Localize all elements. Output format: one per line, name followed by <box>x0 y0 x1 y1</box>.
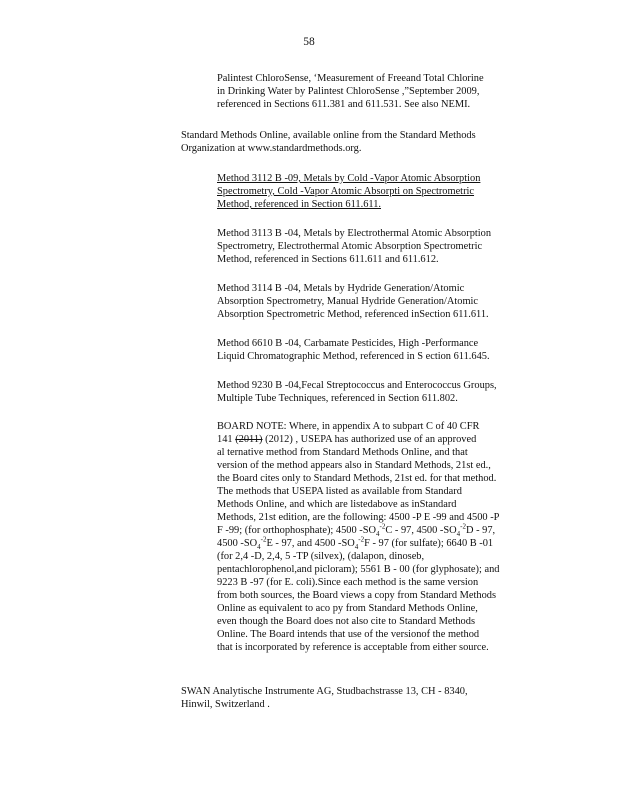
text-line: from both sources, the Board views a copy from Standard Methods <box>217 590 497 601</box>
text-line: in Drinking Water by Palintest ChloroSense ,”September 2009, <box>217 86 480 97</box>
text-line: Method, referenced in Sections 611.611 and 611.612. <box>217 254 439 265</box>
subscript: 4 <box>354 543 359 552</box>
text-line: Method 6610 B -04, Carbamate Pesticides, High -Performance <box>217 338 479 349</box>
method-3112 <box>217 172 531 211</box>
board-note <box>217 420 531 654</box>
text-fragment: 4500 -SO <box>217 538 258 549</box>
text-fragment: E - 97, and 4500 -SO <box>266 538 355 549</box>
text-line: Standard Methods Online, available online from the Standard Methods <box>181 130 476 141</box>
text-line: Method 9230 B -04,Fecal Streptococcus and Enterococcus Groups, <box>217 380 497 391</box>
superscript: -2 <box>358 535 365 544</box>
text-line: Online. The Board intends that use of the versionof the method <box>217 629 480 640</box>
reference-swan <box>181 685 532 711</box>
method-3113 <box>217 227 531 266</box>
text-line: SWAN Analytische Instrumente AG, Studbachstrasse 13, CH - 8340, <box>181 686 468 697</box>
text-line <box>217 537 531 550</box>
superscript: -2 <box>260 535 267 544</box>
text-line: Organization at www.standardmethods.org. <box>181 143 362 154</box>
superscript: -2 <box>379 522 386 531</box>
text-fragment: (2012) , USEPA has authorized use of an approved <box>265 434 477 445</box>
text-line: Methods Online, and which are listedabove as inStandard <box>217 499 457 510</box>
subscript: 4 <box>456 530 461 539</box>
text-line: Method 3112 B -09, Metals by Cold -Vapor Atomic Absorption <box>217 173 481 184</box>
text-line: Absorption Spectrometric Method, referenced inSection 611.611. <box>217 309 489 320</box>
method-9230 <box>217 379 531 405</box>
text-line: Method 3114 B -04, Metals by Hydride Generation/Atomic <box>217 283 465 294</box>
text-line: version of the method appears also in Standard Methods, 21st ed., <box>217 460 491 471</box>
text-line: (for 2,4 -D, 2,4, 5 -TP (silvex), (dalapon, dinoseb, <box>217 551 425 562</box>
text-line: al ternative method from Standard Methods Online, and that <box>217 447 468 458</box>
method-3114 <box>217 282 531 321</box>
subscript: 4 <box>257 543 261 552</box>
text-line <box>217 433 531 446</box>
text-line: BOARD NOTE: Where, in appendix A to subpart C of 40 CFR <box>217 421 480 432</box>
text-line: Method 3113 B -04, Metals by Electrothermal Atomic Absorption <box>217 228 492 239</box>
text-line: Palintest ChloroSense, ‘Measurement of Freeand Total Chlorine <box>217 73 484 84</box>
method-6610 <box>217 337 531 363</box>
reference-palintest <box>217 72 531 111</box>
text-fragment: 141 <box>217 434 233 445</box>
text-line: Online as equivalent to aco py from Standard Methods Online, <box>217 603 478 614</box>
text-line: Multiple Tube Techniques, referenced in Section 611.802. <box>217 393 458 404</box>
page-number: 58 <box>303 36 315 48</box>
text-line: Spectrometry, Electrothermal Atomic Absorption Spectrometric <box>217 241 483 252</box>
text-line: Methods, 21st edition, are the following: 4500 -P E -99 and 4500 -P <box>217 512 500 523</box>
text-line: even though the Board does not also cite to Standard Methods <box>217 616 475 627</box>
text-fragment: C - 97, 4500 -SO <box>385 525 457 536</box>
text-fragment: F - 97 (for sulfate); 6640 B -01 <box>364 538 494 549</box>
text-line: referenced in Sections 611.381 and 611.531. See also NEMI. <box>217 99 471 110</box>
reference-standard-methods-online <box>181 129 532 155</box>
text-line: The methods that USEPA listed as available from Standard <box>217 486 462 497</box>
superscript: -2 <box>460 522 466 531</box>
text-line: 9223 B -97 (for E. coli).Since each method is the same version <box>217 577 479 588</box>
text-line: Absorption Spectrometry, Manual Hydride Generation/Atomic <box>217 296 479 307</box>
text-fragment: F -99; (for orthophosphate); 4500 -SO <box>217 525 377 536</box>
text-line: Hinwil, Switzerland . <box>181 699 270 710</box>
subscript: 4 <box>376 530 380 539</box>
text-line: pentachlorophenol,and picloram); 5561 B - 00 (for glyphosate); and <box>217 564 500 575</box>
text-line: the Board cites only to Standard Methods, 21st ed. for that method. <box>217 473 497 484</box>
deleted-year: (2011) <box>235 434 263 445</box>
text-line: Spectrometry, Cold -Vapor Atomic Absorpti on Spectrometric <box>217 186 475 197</box>
text-line: that is incorporated by reference is acceptable from either source. <box>217 642 489 653</box>
text-fragment: D - 97, <box>466 525 496 536</box>
text-line: Liquid Chromatographic Method, referenced in S ection 611.645. <box>217 351 490 362</box>
text-line: Method, referenced in Section 611.611. <box>217 199 381 210</box>
